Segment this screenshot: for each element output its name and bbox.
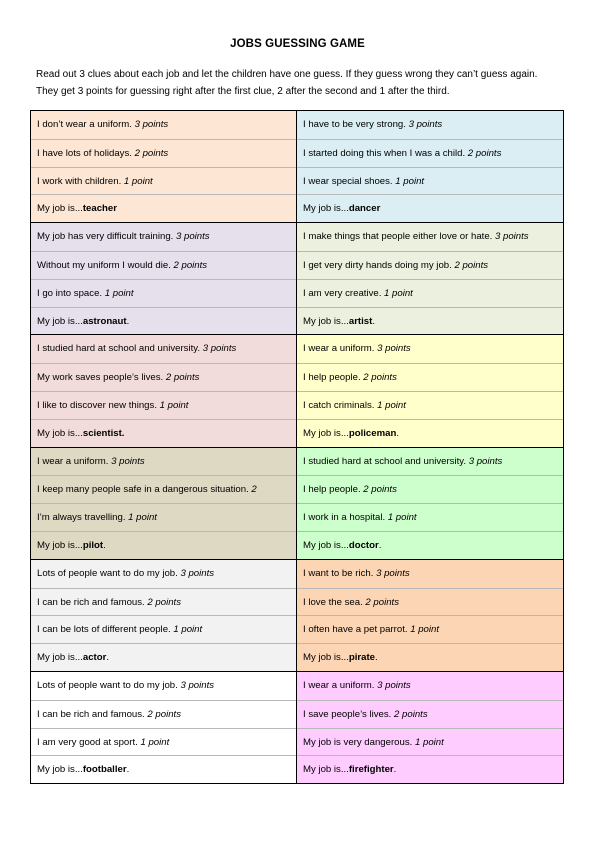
clue-points: 3 points — [495, 231, 529, 243]
job-card-right — [297, 223, 563, 334]
clue-text: I started doing this when I was a child. — [303, 147, 468, 159]
job-card-right — [297, 672, 563, 783]
clue-points: 3 points — [180, 567, 215, 579]
clue-cell — [31, 279, 296, 307]
job-card-right — [297, 111, 563, 222]
instructions-paragraph: Read out 3 clues about each job and let the children have one guess. If they guess wrong they can’t guess again. They get 3 points for guessing right after the first clue, 2 after the second and 1 after the third. — [36, 69, 538, 97]
clue-text: Lots of people want to do my job. — [37, 679, 181, 691]
clue-points: 1 point — [387, 512, 417, 524]
clue-cell — [297, 111, 563, 139]
clue-table — [30, 110, 564, 784]
clue-cell — [297, 700, 563, 728]
job-block — [31, 559, 563, 671]
clue-cell — [31, 503, 296, 531]
job-card-left — [31, 335, 297, 446]
answer-job: pilot — [82, 539, 104, 551]
clue-cell — [297, 363, 563, 391]
clue-text: My job is very dangerous. — [303, 736, 415, 748]
clue-points: 1 point — [123, 175, 153, 187]
clue-text: I am very creative. — [303, 287, 385, 299]
answer-suffix: . — [126, 315, 130, 327]
clue-points: 2 points — [365, 596, 400, 608]
clue-text: My work saves people’s lives. — [37, 372, 166, 384]
answer-cell — [31, 307, 296, 335]
clue-cell — [297, 448, 563, 476]
clue-points: 3 points — [408, 119, 443, 130]
clue-text: I go into space. — [37, 287, 105, 299]
clue-cell — [31, 167, 296, 195]
clue-text: I wear special shoes. — [303, 175, 396, 187]
answer-job: scientist. — [82, 427, 125, 439]
clue-text: I want to be rich. — [303, 567, 377, 579]
clue-cell — [31, 139, 296, 167]
answer-cell — [31, 755, 296, 783]
clue-text: I make things that people either love or hate. — [303, 231, 495, 243]
clue-points: 1 point — [140, 736, 170, 748]
job-card-left — [31, 672, 297, 783]
clue-points: 2 points — [467, 147, 502, 159]
clue-points: 2 points — [363, 372, 397, 384]
clue-points: 3 points — [377, 679, 411, 691]
clue-points: 2 points — [173, 259, 208, 271]
clue-text: I work with children. — [37, 175, 124, 187]
clue-points: 1 point — [384, 287, 413, 299]
answer-job: artist — [348, 315, 373, 327]
job-block — [31, 222, 563, 334]
answer-cell — [31, 643, 296, 671]
clue-points: 1 point — [395, 175, 425, 187]
clue-cell — [297, 588, 563, 616]
clue-text: I help people. — [303, 484, 364, 496]
clue-cell — [297, 139, 563, 167]
answer-job: teacher — [82, 203, 117, 215]
job-card-right — [297, 335, 563, 446]
answer-cell — [297, 307, 563, 335]
clue-points: 2 points — [147, 596, 181, 608]
clue-points: 2 — [251, 484, 257, 496]
clue-cell — [31, 363, 296, 391]
clue-cell — [31, 223, 296, 251]
clue-text: I studied hard at school and university. — [303, 455, 469, 467]
clue-text: I work in a hospital. — [303, 512, 388, 524]
answer-prefix: My job is... — [37, 315, 83, 327]
answer-job: dancer — [348, 203, 381, 215]
answer-cell — [31, 419, 296, 447]
clue-text: I often have a pet parrot. — [303, 624, 411, 636]
clue-text: I catch criminals. — [303, 399, 378, 411]
clue-text: I wear a uniform. — [303, 343, 378, 355]
clue-points: 1 point — [377, 399, 406, 411]
clue-text: I love the sea. — [303, 596, 366, 608]
answer-suffix: . — [375, 652, 378, 664]
job-block — [31, 334, 563, 446]
answer-suffix: . — [396, 427, 399, 439]
clue-points: 3 points — [134, 119, 169, 130]
clue-text: I have lots of holidays. — [37, 147, 135, 159]
clue-cell — [31, 615, 296, 643]
clue-points: 3 points — [202, 343, 237, 355]
clue-points: 1 point — [104, 287, 134, 299]
answer-prefix: My job is... — [37, 652, 83, 664]
clue-text: I don’t wear a uniform. — [37, 119, 135, 130]
answer-cell — [297, 755, 563, 783]
answer-prefix: My job is... — [303, 315, 349, 327]
clue-cell — [31, 335, 296, 363]
answer-prefix: My job is... — [303, 203, 349, 215]
answer-prefix: My job is... — [303, 652, 349, 664]
clue-cell — [31, 728, 296, 756]
answer-job: doctor — [348, 539, 379, 551]
clue-points: 2 points — [454, 259, 489, 271]
clue-cell — [297, 223, 563, 251]
clue-points: 1 point — [159, 399, 189, 411]
clue-cell — [31, 475, 296, 503]
answer-job: footballer — [82, 764, 127, 776]
clue-cell — [297, 391, 563, 419]
clue-points: 2 points — [134, 147, 169, 159]
answer-suffix: . — [103, 539, 106, 551]
answer-cell — [31, 194, 296, 222]
answer-prefix: My job is... — [37, 427, 83, 439]
clue-cell — [31, 700, 296, 728]
clue-text: Lots of people want to do my job. — [37, 567, 181, 579]
answer-prefix: My job is... — [37, 539, 83, 551]
answer-job: firefighter — [348, 764, 394, 776]
job-card-left — [31, 560, 297, 671]
clue-points: 1 point — [173, 624, 203, 636]
clue-text: I wear a uniform. — [37, 455, 112, 467]
clue-cell — [31, 111, 296, 139]
job-block — [31, 671, 563, 783]
answer-cell — [297, 419, 563, 447]
clue-cell — [297, 335, 563, 363]
job-block — [31, 447, 563, 559]
clue-cell — [297, 475, 563, 503]
clue-points: 1 point — [410, 624, 440, 636]
answer-prefix: My job is... — [303, 427, 349, 439]
job-block — [31, 111, 563, 222]
clue-text: I studied hard at school and university. — [37, 343, 203, 355]
clue-points: 3 points — [376, 567, 410, 579]
answer-prefix: My job is... — [303, 764, 349, 776]
answer-prefix: My job is... — [37, 764, 83, 776]
answer-suffix: . — [393, 764, 397, 776]
job-card-right — [297, 560, 563, 671]
clue-text: I have to be very strong. — [303, 119, 409, 130]
clue-text: I am very good at sport. — [37, 736, 141, 748]
clue-points: 1 point — [414, 736, 444, 748]
clue-text: I can be lots of different people. — [37, 624, 174, 636]
clue-points: 3 points — [468, 455, 503, 467]
clue-text: I save people’s lives. — [303, 708, 395, 720]
clue-text: I keep many people safe in a dangerous situation. — [37, 484, 252, 496]
clue-points: 2 points — [394, 708, 428, 720]
answer-prefix: My job is... — [37, 203, 83, 215]
clue-text: Without my uniform I would die. — [37, 259, 174, 271]
clue-points: 2 points — [147, 708, 181, 720]
clue-points: 2 points — [363, 484, 397, 496]
answer-prefix: My job is... — [303, 539, 349, 551]
clue-cell — [297, 672, 563, 700]
answer-cell — [297, 643, 563, 671]
clue-cell — [297, 560, 563, 588]
clue-cell — [297, 615, 563, 643]
answer-suffix: . — [126, 764, 130, 776]
clue-text: I wear a uniform. — [303, 679, 378, 691]
clue-cell — [297, 167, 563, 195]
clue-cell — [31, 391, 296, 419]
clue-cell — [297, 728, 563, 756]
clue-text: My job has very difficult training. — [37, 231, 176, 243]
clue-points: 3 points — [180, 679, 215, 691]
clue-cell — [31, 588, 296, 616]
answer-suffix: . — [378, 539, 382, 551]
clue-points: 1 point — [128, 512, 157, 524]
clue-text: I help people. — [303, 372, 364, 384]
clue-cell — [31, 448, 296, 476]
answer-job: pirate — [348, 652, 375, 664]
answer-cell — [297, 194, 563, 222]
job-card-left — [31, 448, 297, 559]
answer-job: astronaut — [82, 315, 127, 327]
clue-text: I can be rich and famous. — [37, 596, 148, 608]
answer-job: actor — [82, 652, 107, 664]
clue-points: 3 points — [377, 343, 411, 355]
clue-points: 2 points — [165, 372, 200, 384]
answer-suffix: . — [372, 315, 375, 327]
clue-cell — [31, 251, 296, 279]
answer-cell — [31, 531, 296, 559]
answer-suffix: . — [106, 652, 109, 664]
clue-points: 3 points — [176, 231, 210, 243]
clue-text: I get very dirty hands doing my job. — [303, 259, 455, 271]
clue-text: I like to discover new things. — [37, 399, 160, 411]
clue-cell — [297, 251, 563, 279]
clue-cell — [297, 279, 563, 307]
job-card-left — [31, 223, 297, 334]
clue-cell — [297, 503, 563, 531]
clue-text: I can be rich and famous. — [37, 708, 148, 720]
job-card-left — [31, 111, 297, 222]
clue-cell — [31, 672, 296, 700]
answer-job: policeman — [348, 427, 397, 439]
job-card-right — [297, 448, 563, 559]
clue-points: 3 points — [111, 455, 145, 467]
answer-cell — [297, 531, 563, 559]
clue-text: I’m always travelling. — [37, 512, 129, 524]
page-title: JOBS GUESSING GAME — [230, 38, 365, 50]
clue-cell — [31, 560, 296, 588]
